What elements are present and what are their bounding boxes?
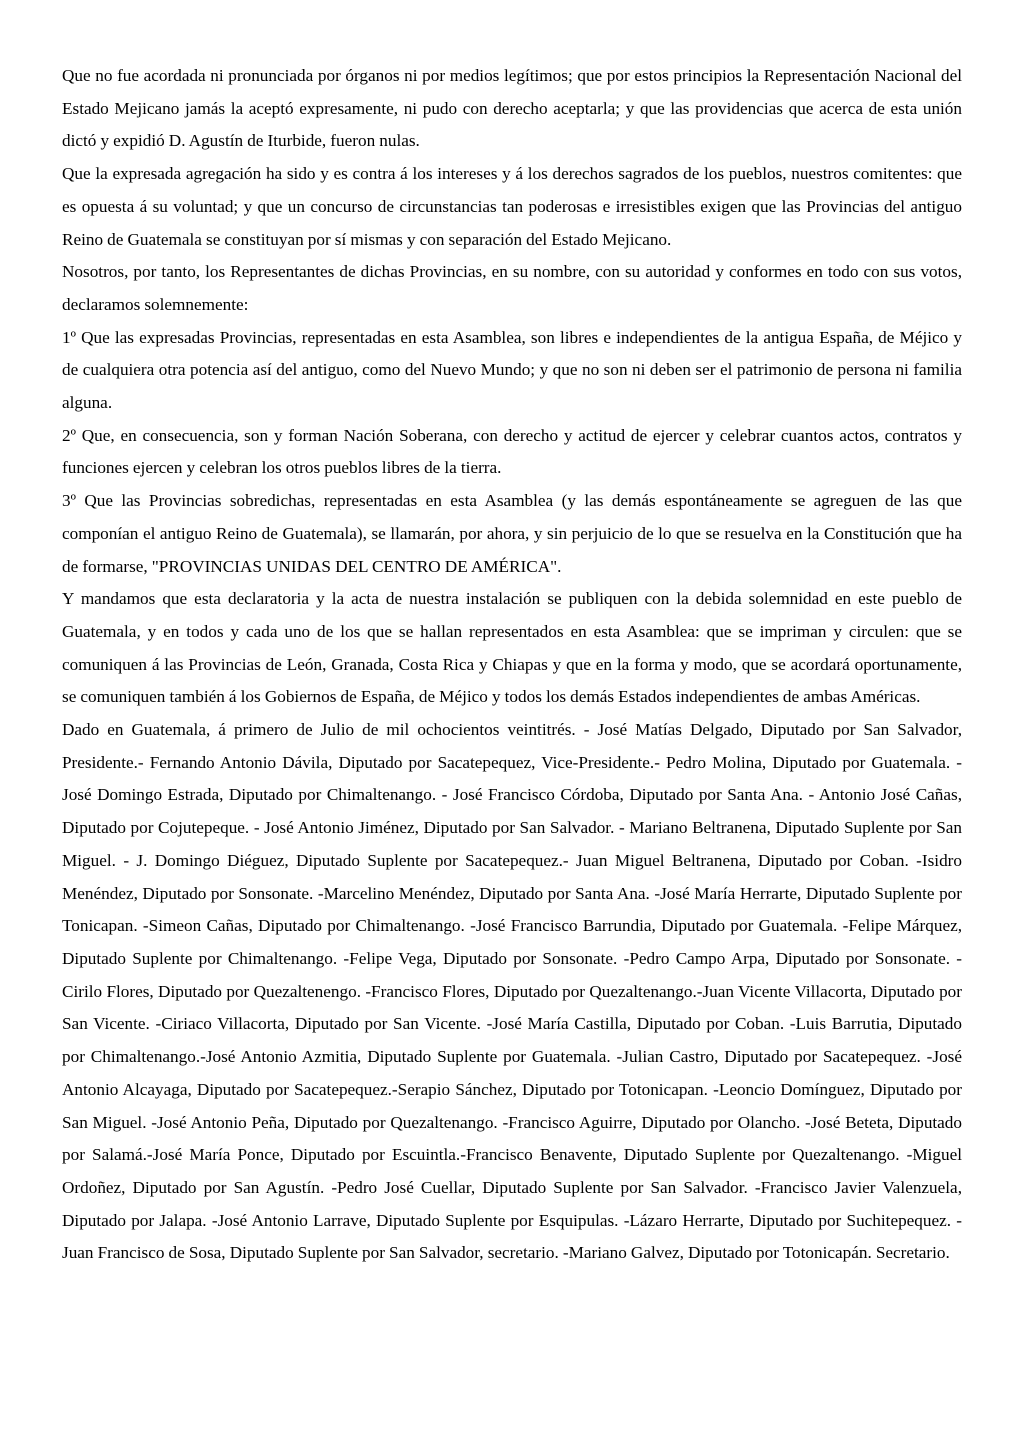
paragraph-publication-order: Y mandamos que esta declaratoria y la acta de nuestra instalación se publiquen con la debida solemnidad en este pueblo de Guatemala, y en todos y cada uno de los que se hallan representados en esta Asamblea: que se impriman y circulen: que se comuniquen á las Provincias de León, Granada, Costa Rica y Chiapas y que en la forma y modo, que se acordará oportunamente, se comuniquen también á los Gobiernos de España, de Méjico y todos los demás Estados independientes de ambas Américas.: [62, 589, 962, 707]
article-2-sovereign-nation: 2º Que, en consecuencia, son y forman Nación Soberana, con derecho y actitud de ejercer y celebrar cuantos actos, contratos y funciones ejercen y celebran los otros pueblos libres de la tierra.: [62, 425, 962, 478]
document-page: [62, 60, 962, 1270]
paragraph-solemn-declaration: Nosotros, por tanto, los Representantes de dichas Provincias, en su nombre, con su autoridad y conformes en todo con sus votos, declaramos solemnemente:: [62, 262, 962, 314]
article-3-united-provinces: 3º Que las Provincias sobredichas, representadas en esta Asamblea (y las demás espontáneamente se agreguen de las que componían el antiguo Reino de Guatemala), se llamarán, por ahora, y sin perjuicio de lo que se resuelva en la Constitución que ha de formarse, "PROVINCIAS UNIDAS DEL CENTRO DE AMÉRICA".: [62, 491, 962, 576]
article-1-independence: 1º Que las expresadas Provincias, representadas en esta Asamblea, son libres e independientes de la antigua España, de Méjico y de cualquiera otra potencia así del antiguo, como del Nuevo Mundo; y que no son ni deben ser el patrimonio de persona ni familia alguna.: [62, 327, 962, 413]
paragraph-nullity-of-union: Que no fue acordada ni pronunciada por órganos ni por medios legítimos; que por estos principios la Representación Nacional del Estado Mejicano jamás la aceptó expresamente, ni pudo con derecho aceptarla; y que las providencias que acerca de esta unión dictó y expidió D. Agustín de Iturbide, fueron nulas.: [62, 66, 962, 151]
paragraph-contrary-to-interests: Que la expresada agregación ha sido y es contra á los intereses y á los derechos sagrados de los pueblos, nuestros comitentes: que es opuesta á su voluntad; y que un concurso de circunstancias tan poderosas e irresistibles exigen que las Provincias del antiguo Reino de Guatemala se constituyan por sí mismas y con separación del Estado Mejicano.: [62, 164, 962, 249]
paragraph-signatories: Dado en Guatemala, á primero de Julio de mil ochocientos veintitrés. - José Matías Delgado, Diputado por San Salvador, Presidente.- Fernando Antonio Dávila, Diputado por Sacatepequez, Vice-Presidente.- Pedro Molina, Diputado por Guatemala. - José Domingo Estrada, Diputado por Chimaltenango. - José Francisco Córdoba, Diputado por Santa Ana. - Antonio José Cañas, Diputado por Cojutepeque. - José Antonio Jiménez, Diputado por San Salvador. - Mariano Beltranena, Diputado Suplente por San Miguel. - J. Domingo Diéguez, Diputado Suplente por Sacatepequez.- Juan Miguel Beltranena, Diputado por Coban. -Isidro Menéndez, Diputado por Sonsonate. -Marcelino Menéndez, Diputado por Santa Ana. -José María Herrarte, Diputado Suplente por Tonicapan. -Simeon Cañas, Diputado por Chimaltenango. -José Francisco Barrundia, Diputado por Guatemala. -Felipe Márquez, Diputado Suplente por Chimaltenango. -Felipe Vega, Diputado por Sonsonate. -Pedro Campo Arpa, Diputado por Sonsonate. -Cirilo Flores, Diputado por Quezaltenengo. -Francisco Flores, Diputado por Quezaltenango.-Juan Vicente Villacorta, Diputado por San Vicente. -Ciriaco Villacorta, Diputado por San Vicente. -José María Castilla, Diputado por Coban. -Luis Barrutia, Diputado por Chimaltenango.-José Antonio Azmitia, Diputado Suplente por Guatemala. -Julian Castro, Diputado por Sacatepequez. -José Antonio Alcayaga, Diputado por Sacatepequez.-Serapio Sánchez, Diputado por Totonicapan. -Leoncio Domínguez, Diputado por San Miguel. -José Antonio Peña, Diputado por Quezaltenango. -Francisco Aguirre, Diputado por Olancho. -José Beteta, Diputado por Salamá.-José María Ponce, Diputado por Escuintla.-Francisco Benavente, Diputado Suplente por Quezaltenango. -Miguel Ordoñez, Diputado por San Agustín. -Pedro José Cuellar, Diputado Suplente por San Salvador. -Francisco Javier Valenzuela, Diputado por Jalapa. -José Antonio Larrave, Diputado Suplente por Esquipulas. -Lázaro Herrarte, Diputado por Suchitepequez. -Juan Francisco de Sosa, Diputado Suplente por San Salvador, secretario. -Mariano Galvez, Diputado por Totonicapán. Secretario.: [62, 720, 962, 1263]
